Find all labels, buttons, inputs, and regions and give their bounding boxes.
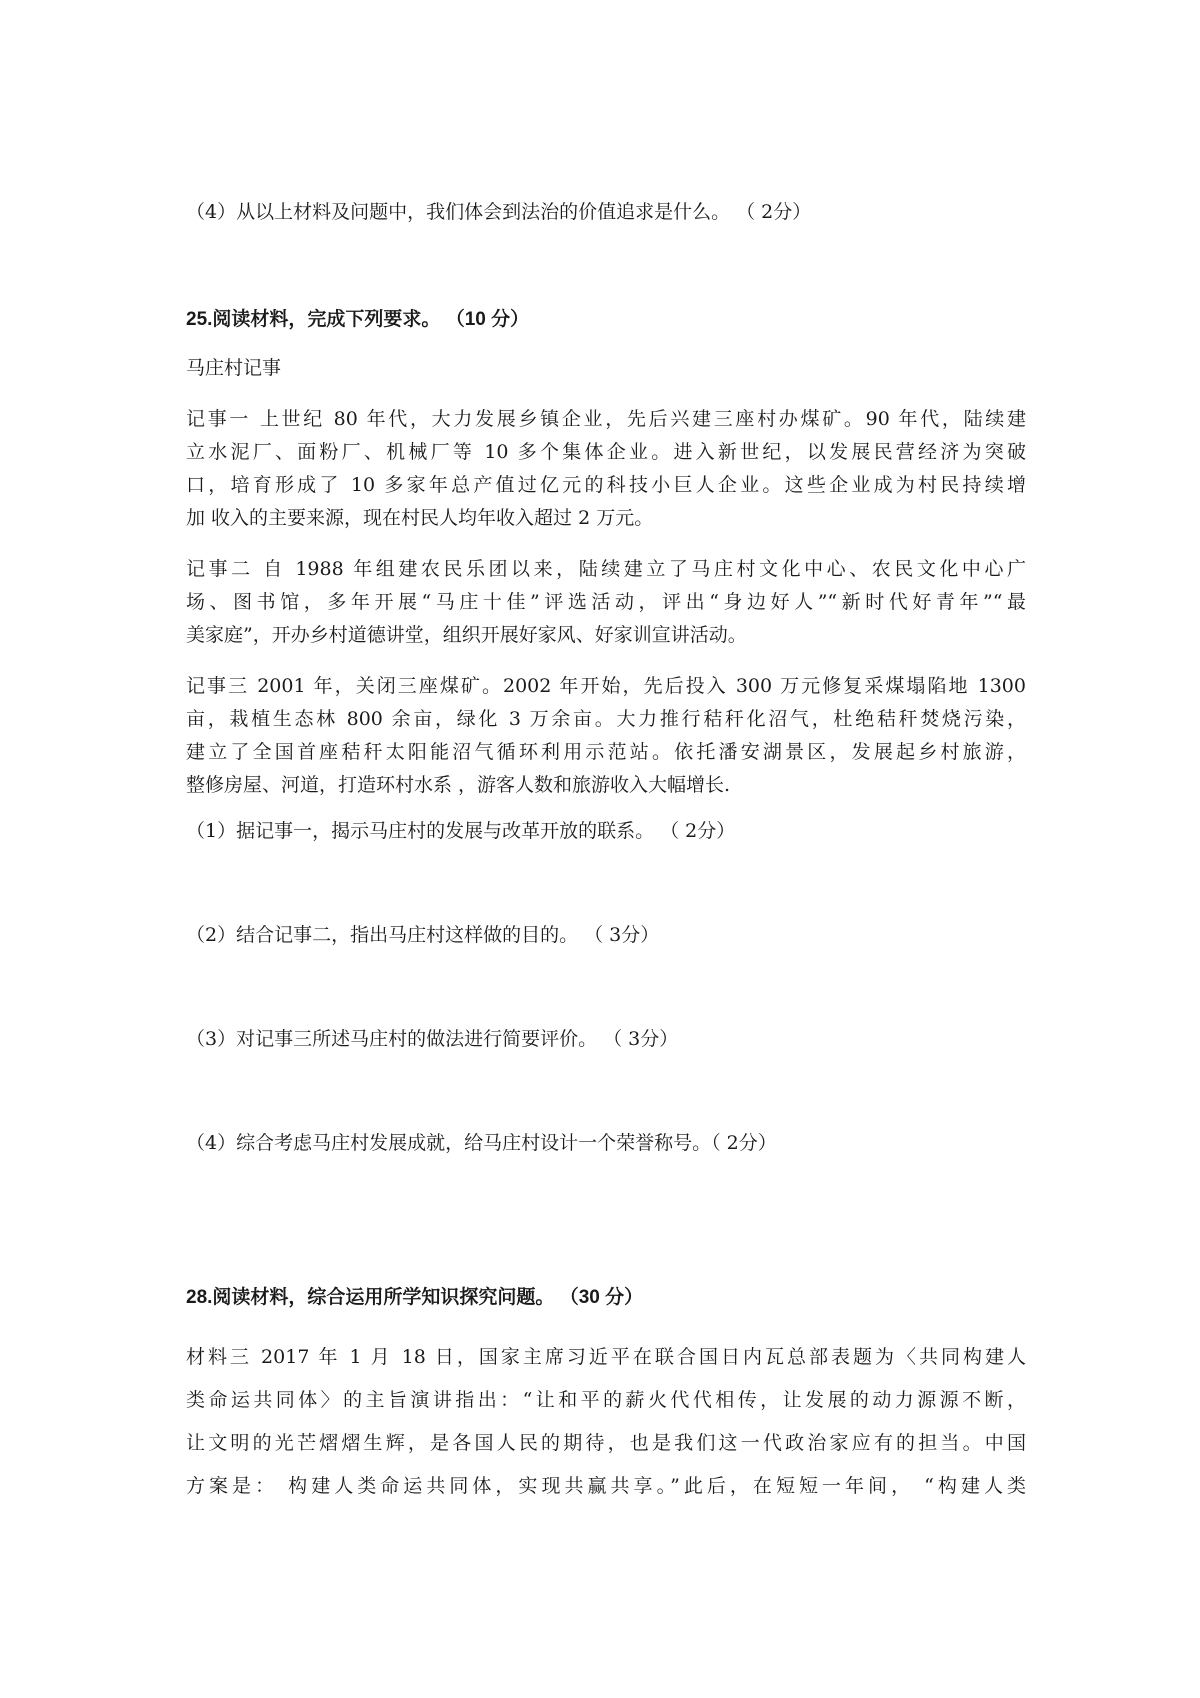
record3-line: 记事三 2001 年，关闭三座煤矿。2002 年开始，先后投入 300 万元修复采煤塌陷地 1300 xyxy=(186,675,1026,697)
record2-line: 记事二 自 1988 年组建农民乐团以来，陆续建立了马庄村文化中心、农民文化中心广 xyxy=(186,558,1026,580)
record3-line: 建立了全国首座秸秆太阳能沼气循环利用示范站。依托潘安湖景区，发展起乡村旅游， xyxy=(186,741,1026,763)
record1-line: 加 收入的主要来源，现在村民人均年收入超过 2 万元。 xyxy=(186,507,654,529)
question-25-heading: 25.阅读材料，完成下列要求。 （10 分） xyxy=(186,309,530,330)
question-25-1: （1）据记事一，揭示马庄村的发展与改革开放的联系。 （ 2分） xyxy=(186,820,736,842)
question-25-3: （3）对记事三所述马庄村的做法进行简要评价。 （ 3分） xyxy=(186,1028,679,1050)
section-subtitle: 马庄村记事 xyxy=(186,357,282,379)
record1-line: 口，培育形成了 10 多家年总产值过亿元的科技小巨人企业。这些企业成为村民持续增 xyxy=(186,474,1026,496)
record3-line: 整修房屋、河道，打造环村水系 ，游客人数和旅游收入大幅增长. xyxy=(186,774,731,796)
question-25-4: （4）综合考虑马庄村发展成就，给马庄村设计一个荣誉称号。（ 2分） xyxy=(186,1132,777,1154)
question-24-4: （4）从以上材料及问题中，我们体会到法治的价值追求是什么。 （ 2分） xyxy=(186,201,812,223)
record1-line: 记事一 上世纪 80 年代，大力发展乡镇企业，先后兴建三座村办煤矿。90 年代，陆续建 xyxy=(186,408,1026,430)
record1-line: 立水泥厂、面粉厂、机械厂等 10 多个集体企业。进入新世纪，以发展民营经济为突破 xyxy=(186,441,1026,463)
question-28-heading: 28.阅读材料，综合运用所学知识探究问题。 （30 分） xyxy=(186,1287,644,1308)
question-25-2: （2）结合记事二，指出马庄村这样做的目的。 （ 3分） xyxy=(186,924,660,946)
material3-line: 方案是： 构建人类命运共同体，实现共赢共享。”此后，在短短一年间， “构建人类 xyxy=(186,1475,1026,1497)
material3-line: 类命运共同体〉的主旨演讲指出：“让和平的薪火代代相传，让发展的动力源源不断， xyxy=(186,1389,1026,1411)
record2-line: 美家庭”，开办乡村道德讲堂，组织开展好家风、好家训宣讲活动。 xyxy=(186,624,747,646)
material3-line: 材料三 2017 年 1 月 18 日，国家主席习近平在联合国日内瓦总部表题为〈共同构建人 xyxy=(186,1346,1026,1368)
material3-line: 让文明的光芒熠熠生辉，是各国人民的期待，也是我们这一代政治家应有的担当。中国 xyxy=(186,1432,1026,1454)
record2-line: 场、图书馆，多年开展“马庄十佳”评选活动，评出“身边好人”“新时代好青年”“最 xyxy=(186,591,1026,613)
record3-line: 亩，栽植生态林 800 余亩，绿化 3 万余亩。大力推行秸秆化沼气，杜绝秸秆焚烧污染， xyxy=(186,708,1026,730)
